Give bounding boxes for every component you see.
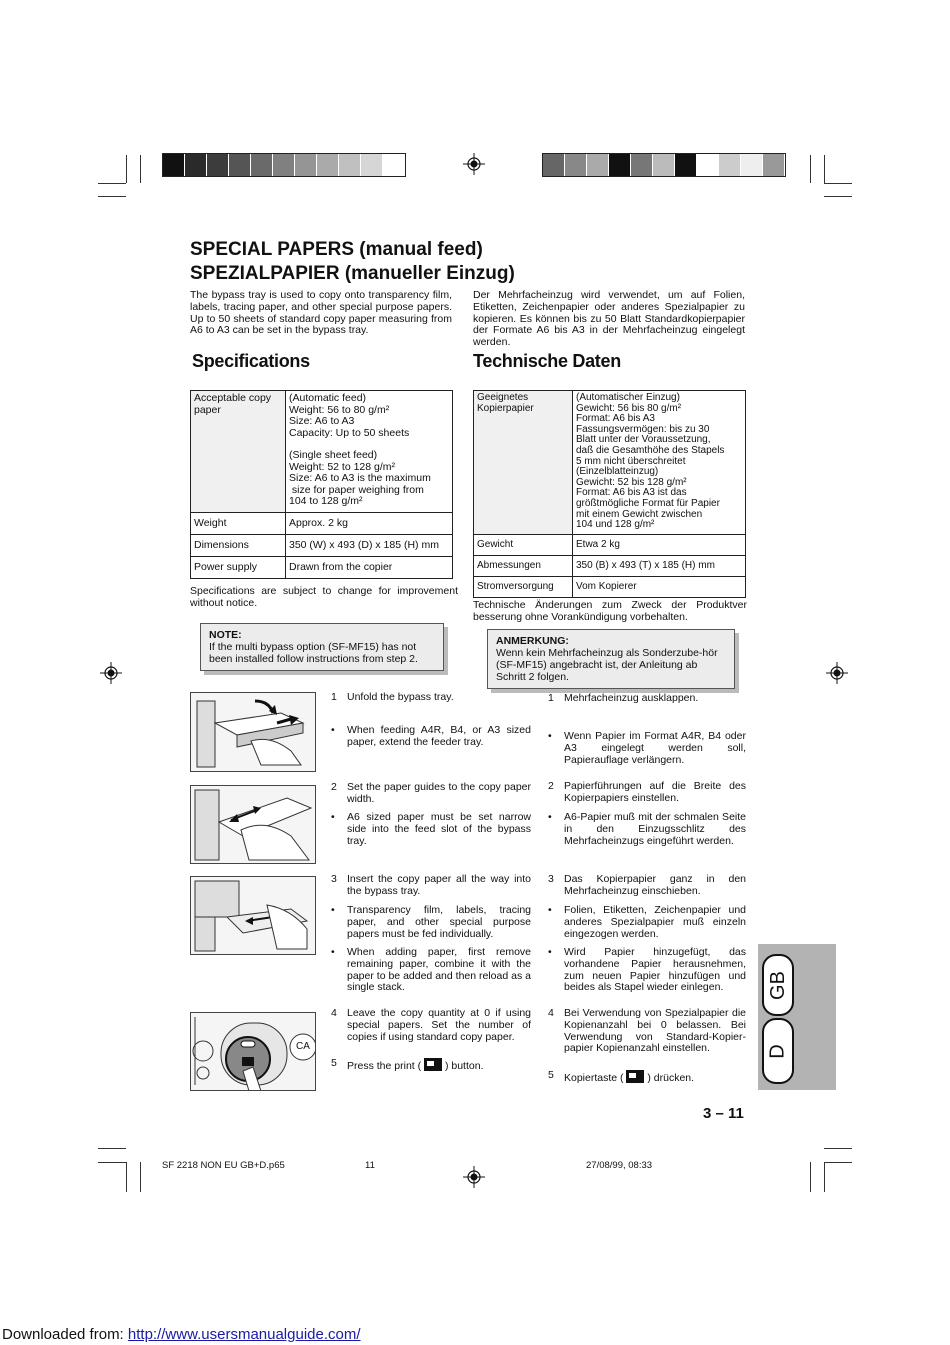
step-de-bullet: [548, 812, 746, 847]
crop-mark: [810, 1162, 811, 1192]
crop-mark: [140, 155, 141, 183]
step-text: A6-Papier muß mit der schmalen Seite in den Einzugsschlitz des Mehrfacheinzugs eingeführt werden.: [564, 811, 746, 847]
figure-set-paper-guides: [190, 785, 316, 864]
note-title: ANMERKUNG:: [496, 635, 569, 647]
bullet: •: [548, 946, 552, 958]
intro-german: Der Mehrfacheinzug wird verwendet, um auf Folien, Etiketten, Zeichenpapier oder anderes Spezialpapier zu kopieren. Es können bis zu 50 Blatt Standardkopierpapier der Formate A6 bis A3 in der Mehrfacheinzug eingelegt werden.: [473, 289, 745, 349]
step-text: Transparency film, labels, tracing paper, and other special purpose papers must be fed individually.: [347, 904, 531, 940]
color-swatch: [185, 154, 207, 176]
step-en-3: [331, 874, 531, 898]
color-swatch: [273, 154, 295, 176]
spec-label: Stromversorgung: [474, 577, 573, 598]
step-en-bullet: [331, 725, 531, 749]
color-swatch: [697, 154, 719, 176]
color-swatch: [339, 154, 361, 176]
spec-row: [474, 391, 746, 535]
spec-line: Gewicht: 52 bis 128 g/m²: [576, 476, 687, 488]
step-text: Wenn Papier im Format A4R, B4 oder A3 eingelegt werden soll, Papierauflage verlängern.: [564, 730, 746, 766]
step-number: 1: [331, 691, 337, 703]
color-swatch: [295, 154, 317, 176]
step-number: 5: [548, 1069, 554, 1081]
color-swatch: [207, 154, 229, 176]
spec-table-german: [473, 390, 746, 598]
spec-label: Dimensions: [191, 535, 286, 557]
crop-mark: [126, 155, 127, 183]
spec-value: [286, 391, 453, 513]
step-text: Wird Papier hinzugefügt, das vorhandene Papier herausnehmen, zum neuen Papier hinzufügen und beides als Stapel wieder einlegen.: [564, 946, 746, 994]
color-swatch: [741, 154, 763, 176]
step-number: 3: [548, 873, 554, 885]
step-en-1: [331, 692, 531, 704]
spec-label: Power supply: [191, 557, 286, 579]
step-text-part: Kopiertaste (: [564, 1072, 624, 1084]
spec-note-english: Specifications are subject to change for improvement without notice.: [190, 585, 458, 609]
note-box-english: [200, 623, 444, 671]
language-code: GB: [766, 970, 789, 1000]
step-en-bullet: [331, 947, 531, 994]
registration-target-icon: [463, 153, 485, 175]
spec-value: Etwa 2 kg: [573, 535, 746, 556]
figure-label-ca: CA: [296, 1041, 310, 1052]
step-en-bullet: [331, 812, 531, 847]
crop-mark: [824, 1148, 852, 1149]
figure-unfold-bypass-tray: [190, 692, 316, 772]
download-label: Downloaded from:: [2, 1326, 128, 1343]
spec-line: Gewicht: 56 bis 80 g/m²: [576, 402, 682, 414]
color-swatch: [609, 154, 631, 176]
spec-line: Blatt unter der Voraussetzung,: [576, 434, 711, 446]
bullet: •: [331, 811, 335, 823]
bullet: •: [331, 946, 335, 958]
registration-target-icon: [826, 662, 848, 684]
spec-line: (Automatischer Einzug): [576, 392, 680, 403]
bullet: •: [548, 730, 552, 742]
spec-row: [191, 513, 453, 535]
spec-line: (Automatic feed): [289, 392, 367, 404]
note-title: NOTE:: [209, 629, 242, 641]
spec-line: größtmögliche Format für Papier: [576, 497, 720, 509]
crop-mark: [824, 183, 852, 184]
step-text-part: ) button.: [444, 1060, 484, 1072]
step-de-4: [548, 1008, 746, 1055]
step-de-5: [548, 1070, 746, 1085]
color-swatch: [361, 154, 383, 176]
download-source-line: [2, 1326, 361, 1343]
color-swatch: [317, 154, 339, 176]
spec-label: Abmessungen: [474, 556, 573, 577]
spec-line: Format: A6 bis A3: [576, 413, 655, 425]
color-swatch: [229, 154, 251, 176]
crop-mark: [824, 196, 852, 197]
crop-mark: [98, 183, 126, 184]
spec-line: 5 mm nicht überschreitet: [576, 455, 686, 467]
color-swatch: [587, 154, 609, 176]
step-en-bullet: [331, 905, 531, 940]
step-de-3: [548, 874, 746, 898]
spec-line: 104 und 128 g/m²: [576, 519, 655, 531]
step-en-5: [331, 1058, 531, 1073]
step-de-2: [548, 781, 746, 805]
step-de-bullet: [548, 905, 746, 940]
step-text: Papierführungen auf die Breite des Kopierpapiers einstellen.: [564, 780, 746, 804]
language-tab-gb: [762, 954, 794, 1016]
step-text: Unfold the bypass tray.: [347, 691, 454, 703]
spec-line: mit einem Gewicht zwischen: [576, 508, 703, 520]
registration-target-icon: [463, 1166, 485, 1188]
step-number: 3: [331, 873, 337, 885]
spec-row: [474, 535, 746, 556]
step-text-part: Press the print (: [347, 1060, 422, 1072]
page-title: [190, 238, 515, 286]
spec-table-english: [190, 390, 453, 579]
spec-row: [474, 577, 746, 598]
color-swatch: [565, 154, 587, 176]
spec-value: 350 (B) x 493 (T) x 185 (H) mm: [573, 556, 746, 577]
bullet: •: [331, 904, 335, 916]
step-text: Insert the copy paper all the way into the bypass tray.: [347, 873, 531, 897]
spec-line: size for paper weighing from: [289, 483, 424, 496]
color-calibration-strip-left: [162, 153, 406, 177]
spec-line: Format: A6 bis A3 ist das: [576, 487, 687, 499]
spec-line: Weight: 52 to 128 g/m²: [289, 460, 396, 473]
step-text: Das Kopierpapier ganz in den Mehrfacheinzug einschieben.: [564, 873, 746, 897]
step-number: 4: [548, 1007, 554, 1019]
step-text: Bei Verwendung von Spezialpapier die Kopienanzahl bei 0 belassen. Bei Verwendung von Standard-Kopier-papier Kopienanzahl einstellen.: [564, 1007, 746, 1055]
color-swatch: [631, 154, 653, 176]
step-text: Set the paper guides to the copy paper width.: [347, 781, 531, 805]
figure-insert-copy-paper: [190, 876, 316, 955]
heading-technische-daten: Technische Daten: [473, 351, 621, 371]
bullet: •: [548, 811, 552, 823]
spec-label: Weight: [191, 513, 286, 535]
color-swatch: [163, 154, 185, 176]
spec-value: Vom Kopierer: [573, 577, 746, 598]
crop-mark: [824, 155, 825, 183]
color-swatch: [383, 154, 405, 176]
spec-value: 350 (W) x 493 (D) x 185 (H) mm: [286, 535, 453, 557]
print-button-icon: [424, 1058, 442, 1071]
step-number: 1: [548, 692, 554, 704]
spec-line: daß die Gesamthöhe des Stapels: [576, 444, 725, 456]
spec-line: Fassungsvermögen: bis zu 30: [576, 423, 710, 435]
color-swatch: [543, 154, 565, 176]
spec-label: Acceptable copy paper: [191, 391, 286, 513]
spec-line: Size: A6 to A3: [289, 415, 355, 427]
step-number: 2: [331, 781, 337, 793]
registration-target-icon: [100, 662, 122, 684]
spec-label: Geeignetes Kopierpapier: [474, 391, 573, 535]
spec-row: [191, 557, 453, 579]
bullet: •: [548, 904, 552, 916]
crop-mark: [140, 1162, 141, 1192]
title-german: SPEZIALPAPIER (manueller Einzug): [190, 263, 515, 284]
download-link[interactable]: http://www.usersmanualguide.com/: [127, 1326, 361, 1343]
crop-mark: [98, 196, 126, 197]
crop-mark: [824, 1162, 852, 1163]
spec-value: [573, 391, 746, 535]
note-box-german: [487, 629, 735, 689]
step-text: [564, 1070, 746, 1085]
step-text: Leave the copy quantity at 0 if using special papers. Set the number of copies if using standard copy paper.: [347, 1007, 531, 1043]
spec-label: Gewicht: [474, 535, 573, 556]
crop-mark: [810, 155, 811, 183]
step-en-2: [331, 782, 531, 806]
spec-line: 104 to 128 g/m²: [289, 495, 363, 507]
bullet: •: [331, 724, 335, 736]
color-swatch: [719, 154, 741, 176]
step-number: 4: [331, 1007, 337, 1019]
step-text: Folien, Etiketten, Zeichenpapier und anderes Spezialpapier muß einzeln eingezogen werden.: [564, 904, 746, 940]
crop-mark: [824, 1162, 825, 1192]
step-number: 5: [331, 1057, 337, 1069]
note-text: Wenn kein Mehrfacheinzug als Sonderzube-hör (SF-MF15) angebracht ist, der Anleitung ab Schritt 2 folgen.: [496, 647, 718, 683]
spec-line: (Single sheet feed): [289, 449, 378, 461]
color-swatch: [763, 154, 785, 176]
color-swatch: [653, 154, 675, 176]
language-tab-d: [762, 1018, 794, 1084]
step-de-1: [548, 693, 746, 705]
footer-date: 27/08/99, 08:33: [586, 1160, 653, 1171]
step-text: When adding paper, first remove remaining paper, combine it with the paper to be added and then reload as a single stack.: [347, 946, 531, 994]
step-text: A6 sized paper must be set narrow side into the feed slot of the bypass tray.: [347, 811, 531, 847]
step-text: Mehrfacheinzug ausklappen.: [564, 692, 699, 704]
print-button-icon: [626, 1070, 644, 1083]
spec-line: Capacity: Up to 50 sheets: [289, 426, 410, 439]
spec-note-german: Technische Änderungen zum Zweck der Produktver besserung ohne Vorankündigung vorbehalten.: [473, 599, 747, 623]
step-text: When feeding A4R, B4, or A3 sized paper, extend the feeder tray.: [347, 724, 531, 748]
spec-row: [474, 556, 746, 577]
color-swatch: [251, 154, 273, 176]
step-de-bullet: [548, 947, 746, 994]
spec-row: [191, 535, 453, 557]
step-en-4: [331, 1008, 531, 1043]
crop-mark: [126, 1162, 127, 1192]
spec-line: Size: A6 to A3 is the maximum: [289, 472, 431, 484]
spec-line: (Einzelblatteinzug): [576, 466, 659, 478]
note-text: If the multi bypass option (SF-MF15) has not been installed follow instructions from step 2.: [209, 641, 418, 665]
spec-value: Drawn from the copier: [286, 557, 453, 579]
intro-english: The bypass tray is used to copy onto transparency film, labels, tracing paper, and other special purpose papers. Up to 50 sheets of standard copy paper measuring from A6 to A3 can be set in the bypass tray.: [190, 289, 452, 337]
footer-page: 11: [365, 1160, 375, 1171]
step-number: 2: [548, 780, 554, 792]
step-text: [347, 1058, 531, 1073]
spec-line: Weight: 56 to 80 g/m²: [289, 403, 390, 416]
step-de-bullet: [548, 731, 746, 766]
footer-filename: SF 2218 NON EU GB+D.p65: [162, 1160, 285, 1171]
spec-row: [191, 391, 453, 513]
crop-mark: [98, 1162, 126, 1163]
spec-value: Approx. 2 kg: [286, 513, 453, 535]
heading-specifications: Specifications: [192, 351, 310, 371]
title-english: SPECIAL PAPERS (manual feed): [190, 239, 483, 260]
page-number: 3 – 11: [703, 1105, 744, 1122]
color-swatch: [675, 154, 697, 176]
step-text-part: ) drücken.: [647, 1072, 695, 1084]
crop-mark: [98, 1148, 126, 1149]
language-code: D: [766, 1043, 789, 1059]
color-calibration-strip-right: [542, 153, 786, 177]
